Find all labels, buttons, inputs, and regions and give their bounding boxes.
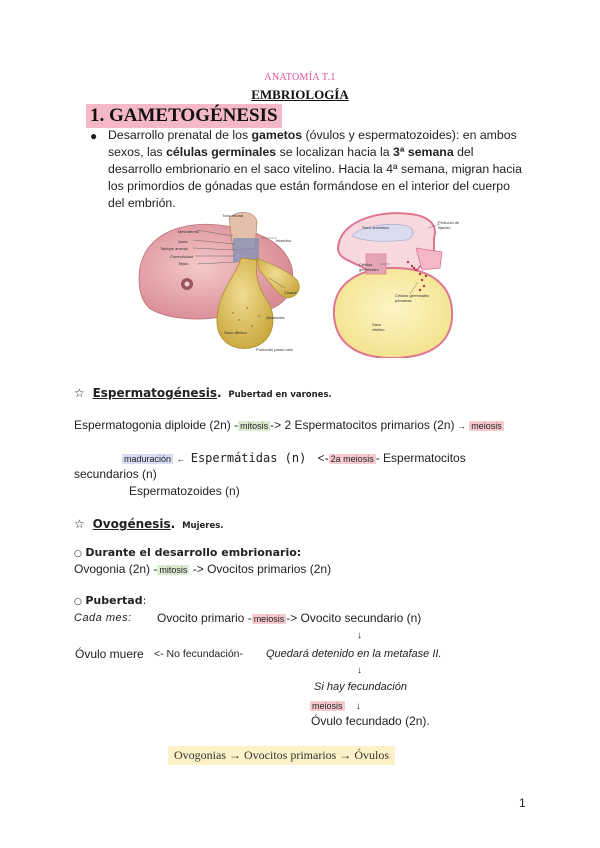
arrow-icon: → [457, 422, 466, 431]
puberty-label-text: Pubertad [85, 594, 143, 607]
si-fecundacion: Si hay fecundación [314, 681, 407, 693]
figure-left-label: Cloaca [284, 290, 297, 295]
star-icon: ☆ [74, 517, 85, 531]
spermatogenesis-title: Espermatogénesis [92, 386, 217, 400]
figure-left-label: Alantoides [266, 315, 285, 320]
figure-left-label: Tabique anexial [160, 246, 188, 251]
figure-left-label: Conectividad [170, 254, 194, 259]
oo-text: Ovocito primario - [157, 611, 252, 625]
sperm-text: Espermatogonia diploide (2n) - [74, 418, 239, 432]
embryo-illustration-left [137, 208, 307, 356]
down-arrow-2: ↓ [357, 665, 362, 676]
spermatogenesis-line-4: Espermatozoides (n) [129, 484, 240, 498]
sperm-text: - Espermatocitos [375, 451, 466, 465]
sperm-text: <- [317, 451, 329, 465]
figure-left-label: Aorta [178, 239, 188, 244]
embryonic-label-text: Durante el desarrollo embrionario: [85, 546, 302, 559]
star-icon: ☆ [74, 386, 85, 400]
figure-left-label: Saco vitelino [224, 330, 247, 335]
down-arrow-1: ↓ [357, 630, 362, 641]
figure-left-label: Intestino [276, 238, 292, 243]
mitosis-badge: mitosis [240, 421, 269, 431]
figure-right-label: Células germinales primarias [395, 293, 430, 303]
spermatogenesis-line-2 [122, 451, 466, 465]
spermatogenesis-heading: ☆ Espermatogénesis. Pubertad en varones. [74, 386, 332, 400]
maduracion-badge: maduración [124, 454, 172, 464]
section-heading: 1. GAMETOGÉNESIS [86, 104, 282, 128]
meiosis-badge: meiosis [312, 701, 343, 711]
sperm-text: -> 2 Espermatocitos primarios (2n) [270, 418, 458, 432]
intro-text: (óvulos y espermatozoides): en ambos sexos, las [108, 128, 517, 159]
subject-header: ANATOMÍA T.1 [264, 72, 336, 83]
spermatogenesis-line-3: secundarios (n) [74, 467, 157, 481]
meiosis-badge: meiosis [471, 421, 502, 431]
intro-text: se localizan hacia la [276, 145, 394, 159]
topic-header: EMBRIOLOGÍA [251, 87, 349, 102]
figure-right-label: Pedículo de fijación [438, 220, 460, 230]
circle-icon: ○ [74, 549, 82, 559]
embryonic-line [74, 562, 331, 576]
intro-bold-semana: 3ª semana [393, 145, 454, 159]
embryo-illustration-right [330, 208, 468, 358]
oogenesis-title: Ovogénesis [92, 517, 171, 531]
spermatogenesis-line-1 [74, 418, 504, 432]
figure-left-label: Tejido [178, 261, 189, 266]
oo-text: -> Ovocitos primarios (2n) [189, 562, 332, 576]
intro-paragraph [108, 127, 528, 212]
meiosis-badge: meiosis [253, 614, 285, 624]
intro-bold-gametos: gametos [251, 128, 303, 142]
oogenesis-heading: ☆ Ovogénesis. Mujeres. [74, 517, 224, 531]
puberty-line [157, 611, 421, 625]
embryonic-label [74, 546, 301, 559]
meiosis-final [310, 698, 361, 712]
circle-icon: ○ [74, 597, 82, 607]
puberty-colon: : [142, 594, 147, 607]
intro-text: Desarrollo prenatal de los [108, 128, 252, 142]
ovulo-muere: Óvulo muere [75, 647, 144, 661]
oogenesis-subtitle: Mujeres. [182, 521, 224, 531]
figure-left-label: Primordio pared celo [256, 347, 293, 352]
detenido-metafase: Quedará detenido en la metafase II. [266, 648, 442, 660]
bullet-dot: ● [90, 129, 98, 143]
meiosis2-badge: 2a meiosis [330, 454, 374, 464]
figure-right-label: Células germinales [359, 262, 379, 272]
spermatogenesis-subtitle: Pubertad en varones. [228, 390, 332, 400]
figure-right-label: Saco amniótico [362, 225, 390, 230]
intro-text: del desarrollo embrionario en el saco vitelino. Hacia la 4ª semana, migran hacia los primordios de gónadas que están formándose en el interior del cuerpo del embrión. [108, 145, 522, 210]
no-fecundacion: <- No fecundación- [154, 648, 244, 660]
cada-mes: Cada mes: [74, 612, 132, 624]
oo-text: Ovogonia (2n) - [74, 562, 158, 576]
down-arrow-3: ↓ [355, 701, 361, 712]
intro-bold-germinales: células germinales [166, 145, 277, 159]
espermatidas-text: Espermátidas (n) [190, 451, 307, 465]
figure-left-label: Tubo neural [222, 213, 244, 218]
figure-right-label: Saco vitelino [372, 322, 385, 332]
oogenesis-summary: Ovogonias → Ovocitos primarios → Óvulos [168, 746, 395, 765]
arrow-icon: ← [176, 454, 186, 464]
page-number: 1 [519, 796, 526, 810]
oo-text: -> Ovocito secundario (n) [286, 611, 422, 625]
ovulo-fecundado: Óvulo fecundado (2n). [311, 714, 430, 728]
mitosis-badge: mitosis [159, 565, 188, 575]
puberty-label [74, 594, 146, 607]
figure-left-label: Mesodermo [178, 229, 200, 234]
